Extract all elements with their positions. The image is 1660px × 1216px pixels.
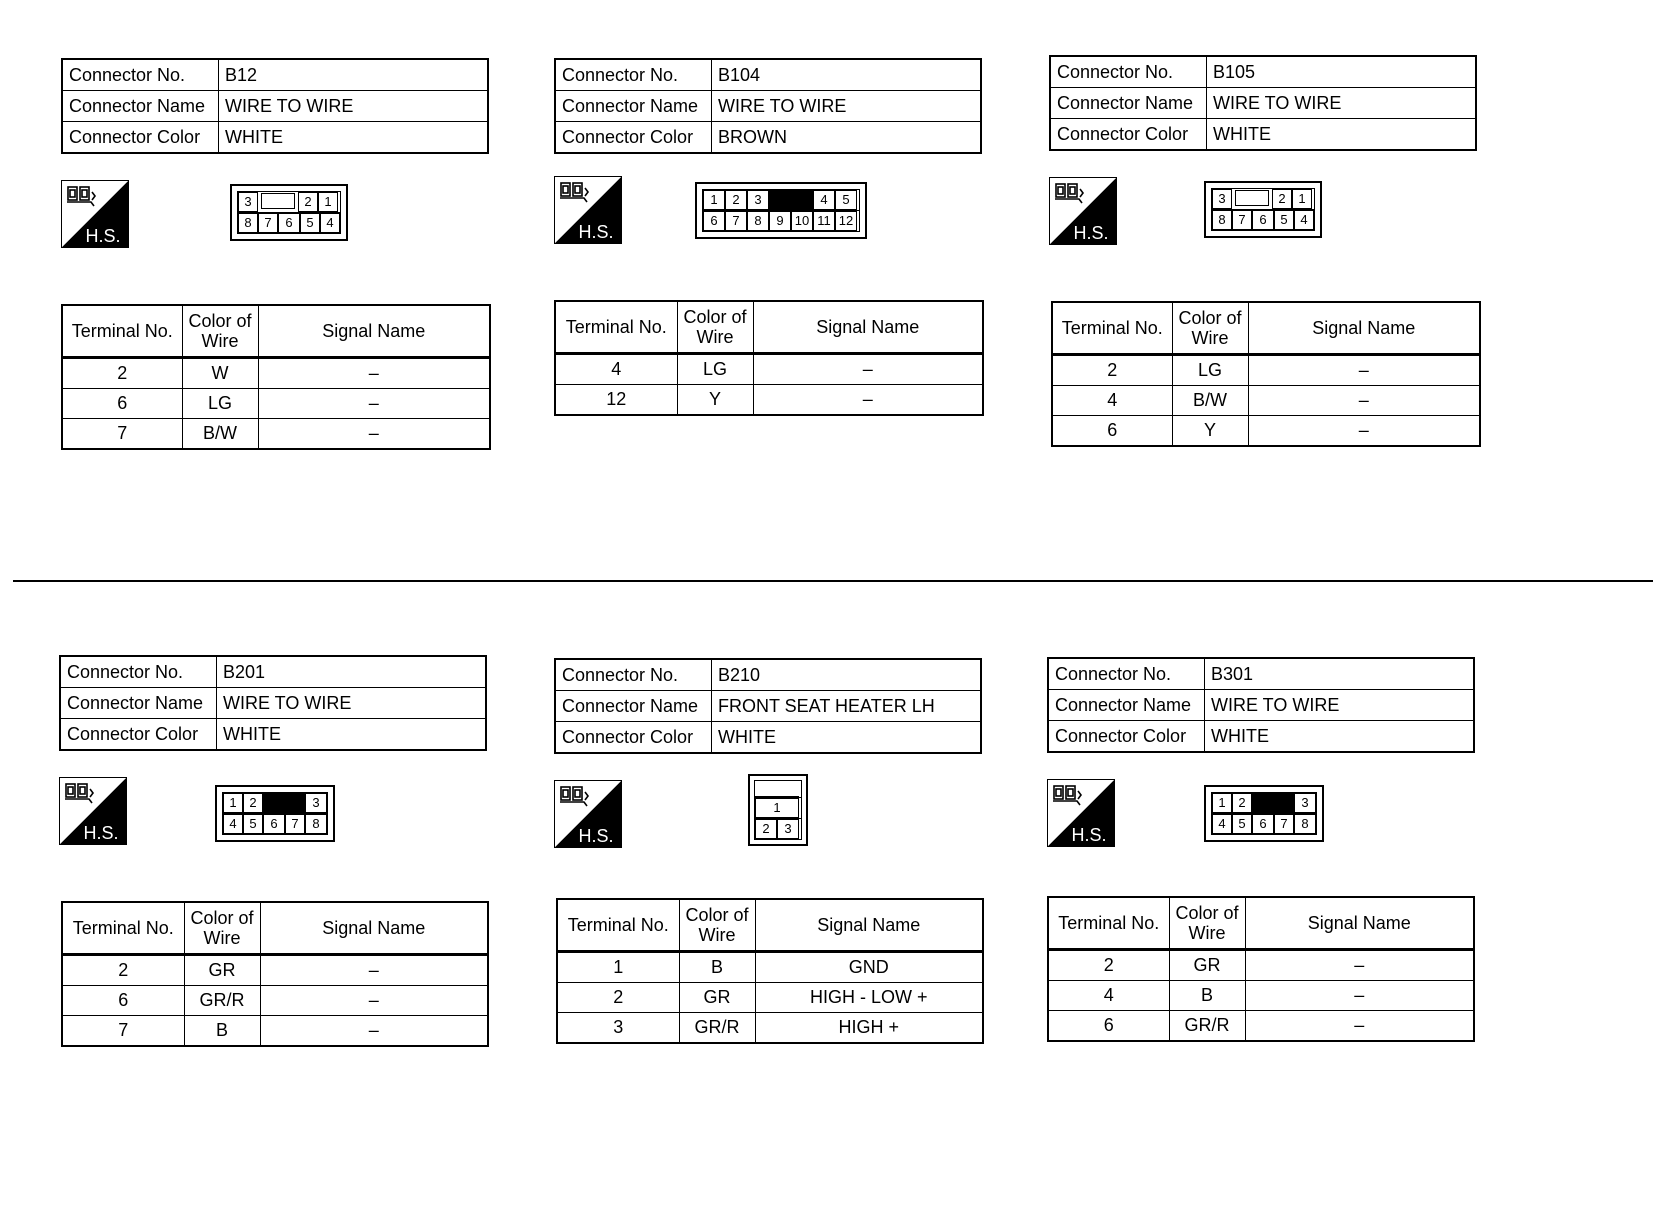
header-terminal-no: Terminal No. <box>62 305 182 358</box>
hs-harness-side-icon <box>554 780 622 848</box>
label-connector-color: Connector Color <box>555 722 712 754</box>
table-row <box>557 983 983 1013</box>
label-connector-name: Connector Name <box>1048 690 1205 721</box>
value-connector-no: B301 <box>1205 658 1475 690</box>
connector-info-table <box>61 58 489 154</box>
pin-1: 1 <box>1292 189 1312 209</box>
signal-cell: – <box>1245 950 1474 981</box>
pin-7: 7 <box>1232 210 1252 230</box>
label-connector-no: Connector No. <box>60 656 217 688</box>
pin-8: 8 <box>1212 210 1232 230</box>
pin-6: 6 <box>1252 814 1274 834</box>
pin-3: 3 <box>747 190 769 210</box>
wire-cell: W <box>182 358 258 389</box>
pin-2: 2 <box>1232 793 1252 813</box>
signal-cell: – <box>258 358 490 389</box>
header-terminal-no: Terminal No. <box>62 902 184 955</box>
value-connector-no: B105 <box>1207 56 1477 88</box>
header-signal-name: Signal Name <box>753 301 983 354</box>
label-connector-name: Connector Name <box>555 91 712 122</box>
table-row <box>1052 386 1480 416</box>
terminal-cell: 3 <box>557 1013 679 1044</box>
table-row <box>1052 355 1480 386</box>
hs-label: H.S. <box>578 222 614 242</box>
wire-cell: B/W <box>1172 386 1248 416</box>
pin-5: 5 <box>835 190 857 210</box>
connector-panel-b104 <box>554 58 984 416</box>
hs-label: H.S. <box>85 226 121 246</box>
hs-harness-side-icon <box>61 180 129 248</box>
value-connector-color: WHITE <box>712 722 982 754</box>
header-terminal-no: Terminal No. <box>555 301 677 354</box>
hs-harness-side-icon <box>554 176 622 244</box>
connector-panel-b12 <box>61 58 491 450</box>
value-connector-no: B12 <box>219 59 489 91</box>
terminal-cell: 6 <box>1052 416 1172 447</box>
hs-label: H.S. <box>83 823 119 843</box>
connector-info-table <box>554 58 982 154</box>
connector-lock-key <box>769 190 813 210</box>
signal-cell: HIGH - LOW + <box>755 983 983 1013</box>
table-row <box>62 358 490 389</box>
pin-6: 6 <box>278 213 300 233</box>
connector-face-diagram <box>230 184 348 241</box>
signal-cell: – <box>1245 1011 1474 1042</box>
header-color-of-wire: Color of Wire <box>677 301 753 354</box>
terminal-cell: 7 <box>62 1016 184 1047</box>
table-row <box>1052 416 1480 447</box>
table-row <box>1048 950 1474 981</box>
connector-face-diagram <box>748 774 808 846</box>
hs-label: H.S. <box>1073 223 1109 243</box>
header-signal-name: Signal Name <box>260 902 488 955</box>
label-connector-name: Connector Name <box>62 91 219 122</box>
signal-cell: HIGH + <box>755 1013 983 1044</box>
pin-11: 11 <box>813 211 835 231</box>
header-signal-name: Signal Name <box>755 899 983 952</box>
pin-4: 4 <box>1212 814 1232 834</box>
table-row <box>62 955 488 986</box>
signal-cell: GND <box>755 952 983 983</box>
connector-info-table <box>59 655 487 751</box>
header-color-of-wire: Color of Wire <box>182 305 258 358</box>
label-connector-color: Connector Color <box>1050 119 1207 151</box>
pin-10: 10 <box>791 211 813 231</box>
connector-info-table <box>554 658 982 754</box>
connector-lock-key <box>1252 793 1294 813</box>
label-connector-no: Connector No. <box>555 59 712 91</box>
connector-face-diagram <box>695 182 867 239</box>
pin-8: 8 <box>747 211 769 231</box>
pin-2: 2 <box>298 192 318 212</box>
pin-1: 1 <box>703 190 725 210</box>
label-connector-name: Connector Name <box>555 691 712 722</box>
terminal-table <box>61 901 489 1047</box>
header-color-of-wire: Color of Wire <box>1172 302 1248 355</box>
label-connector-name: Connector Name <box>1050 88 1207 119</box>
header-color-of-wire: Color of Wire <box>184 902 260 955</box>
header-signal-name: Signal Name <box>1248 302 1480 355</box>
wire-cell: B <box>184 1016 260 1047</box>
label-connector-no: Connector No. <box>1048 658 1205 690</box>
wire-cell: LG <box>1172 355 1248 386</box>
terminal-cell: 2 <box>62 358 182 389</box>
wire-cell: Y <box>677 385 753 416</box>
pin-1: 1 <box>755 798 799 818</box>
connector-panel-b210 <box>554 658 984 1044</box>
pin-5: 5 <box>243 814 263 834</box>
table-row <box>555 354 983 385</box>
hs-harness-side-icon <box>59 777 127 845</box>
label-connector-no: Connector No. <box>555 659 712 691</box>
pin-1: 1 <box>1212 793 1232 813</box>
pin-2: 2 <box>243 793 263 813</box>
label-connector-color: Connector Color <box>62 122 219 154</box>
value-connector-no: B210 <box>712 659 982 691</box>
signal-cell: – <box>258 419 490 450</box>
wire-cell: Y <box>1172 416 1248 447</box>
pin-1: 1 <box>318 192 338 212</box>
terminal-table <box>1051 301 1481 447</box>
pin-9: 9 <box>769 211 791 231</box>
label-connector-color: Connector Color <box>555 122 712 154</box>
value-connector-color: WHITE <box>217 719 487 751</box>
pin-3: 3 <box>1212 189 1232 209</box>
connector-face-diagram <box>1204 181 1322 238</box>
section-divider <box>13 580 1653 582</box>
terminal-cell: 4 <box>555 354 677 385</box>
pin-6: 6 <box>1252 210 1274 230</box>
table-row <box>62 986 488 1016</box>
pin-2: 2 <box>755 819 777 839</box>
terminal-cell: 6 <box>1048 1011 1169 1042</box>
pin-3: 3 <box>1294 793 1316 813</box>
pin-7: 7 <box>258 213 278 233</box>
pin-6: 6 <box>703 211 725 231</box>
signal-cell: – <box>1248 386 1480 416</box>
wire-cell: GR/R <box>1169 1011 1245 1042</box>
terminal-cell: 2 <box>557 983 679 1013</box>
connector-info-table <box>1049 55 1477 151</box>
signal-cell: – <box>260 955 488 986</box>
table-row <box>557 952 983 983</box>
pin-6: 6 <box>263 814 285 834</box>
table-row <box>555 385 983 416</box>
pin-3: 3 <box>777 819 799 839</box>
terminal-cell: 4 <box>1048 981 1169 1011</box>
terminal-table <box>61 304 491 450</box>
signal-cell: – <box>753 354 983 385</box>
hs-harness-side-icon <box>1047 779 1115 847</box>
value-connector-name: WIRE TO WIRE <box>217 688 487 719</box>
connector-lock-key <box>258 192 298 212</box>
value-connector-name: FRONT SEAT HEATER LH <box>712 691 982 722</box>
wire-cell: GR <box>1169 950 1245 981</box>
terminal-table <box>1047 896 1475 1042</box>
terminal-cell: 1 <box>557 952 679 983</box>
value-connector-no: B104 <box>712 59 982 91</box>
wire-cell: GR <box>679 983 755 1013</box>
wire-cell: B/W <box>182 419 258 450</box>
wire-cell: GR/R <box>679 1013 755 1044</box>
signal-cell: – <box>1248 355 1480 386</box>
pin-3: 3 <box>238 192 258 212</box>
table-row <box>62 419 490 450</box>
header-terminal-no: Terminal No. <box>557 899 679 952</box>
header-signal-name: Signal Name <box>258 305 490 358</box>
pin-2: 2 <box>725 190 747 210</box>
hs-harness-side-icon <box>1049 177 1117 245</box>
pin-7: 7 <box>1274 814 1294 834</box>
signal-cell: – <box>260 986 488 1016</box>
connector-lock-key <box>263 793 305 813</box>
pin-7: 7 <box>285 814 305 834</box>
pin-1: 1 <box>223 793 243 813</box>
terminal-cell: 4 <box>1052 386 1172 416</box>
pin-5: 5 <box>1232 814 1252 834</box>
terminal-table <box>556 898 984 1044</box>
pin-5: 5 <box>300 213 320 233</box>
terminal-cell: 2 <box>1048 950 1169 981</box>
value-connector-name: WIRE TO WIRE <box>712 91 982 122</box>
value-connector-color: WHITE <box>219 122 489 154</box>
value-connector-name: WIRE TO WIRE <box>1207 88 1477 119</box>
signal-cell: – <box>1245 981 1474 1011</box>
connector-lock-key <box>1232 189 1272 209</box>
wire-cell: LG <box>182 389 258 419</box>
pin-12: 12 <box>835 211 857 231</box>
value-connector-color: BROWN <box>712 122 982 154</box>
hs-label: H.S. <box>578 826 614 846</box>
wire-cell: B <box>679 952 755 983</box>
pin-8: 8 <box>305 814 327 834</box>
pin-7: 7 <box>725 211 747 231</box>
pin-8: 8 <box>238 213 258 233</box>
connector-panel-b105 <box>1049 55 1479 447</box>
connector-face-diagram <box>1204 785 1324 842</box>
label-connector-no: Connector No. <box>62 59 219 91</box>
value-connector-color: WHITE <box>1207 119 1477 151</box>
label-connector-no: Connector No. <box>1050 56 1207 88</box>
table-row <box>1048 981 1474 1011</box>
pin-4: 4 <box>1294 210 1314 230</box>
connector-panel-b301 <box>1047 657 1477 1042</box>
header-terminal-no: Terminal No. <box>1052 302 1172 355</box>
hs-label: H.S. <box>1071 825 1107 845</box>
header-color-of-wire: Color of Wire <box>679 899 755 952</box>
connector-info-table <box>1047 657 1475 753</box>
value-connector-color: WHITE <box>1205 721 1475 753</box>
table-row <box>62 389 490 419</box>
pin-3: 3 <box>305 793 327 813</box>
terminal-cell: 6 <box>62 389 182 419</box>
wire-cell: B <box>1169 981 1245 1011</box>
wire-cell: GR/R <box>184 986 260 1016</box>
value-connector-no: B201 <box>217 656 487 688</box>
label-connector-color: Connector Color <box>60 719 217 751</box>
pin-4: 4 <box>223 814 243 834</box>
terminal-cell: 12 <box>555 385 677 416</box>
table-row <box>62 1016 488 1047</box>
pin-5: 5 <box>1274 210 1294 230</box>
pin-4: 4 <box>813 190 835 210</box>
wire-cell: LG <box>677 354 753 385</box>
connector-face-diagram <box>215 785 335 842</box>
terminal-table <box>554 300 984 416</box>
pin-2: 2 <box>1272 189 1292 209</box>
signal-cell: – <box>258 389 490 419</box>
header-signal-name: Signal Name <box>1245 897 1474 950</box>
label-connector-name: Connector Name <box>60 688 217 719</box>
pin-8: 8 <box>1294 814 1316 834</box>
terminal-cell: 2 <box>1052 355 1172 386</box>
terminal-cell: 6 <box>62 986 184 1016</box>
terminal-cell: 7 <box>62 419 182 450</box>
wire-cell: GR <box>184 955 260 986</box>
table-row <box>1048 1011 1474 1042</box>
value-connector-name: WIRE TO WIRE <box>1205 690 1475 721</box>
signal-cell: – <box>1248 416 1480 447</box>
value-connector-name: WIRE TO WIRE <box>219 91 489 122</box>
signal-cell: – <box>753 385 983 416</box>
signal-cell: – <box>260 1016 488 1047</box>
header-terminal-no: Terminal No. <box>1048 897 1169 950</box>
table-row <box>557 1013 983 1044</box>
label-connector-color: Connector Color <box>1048 721 1205 753</box>
header-color-of-wire: Color of Wire <box>1169 897 1245 950</box>
connector-panel-b201 <box>59 655 489 1047</box>
terminal-cell: 2 <box>62 955 184 986</box>
pin-4: 4 <box>320 213 340 233</box>
connector-lock-key <box>755 781 799 797</box>
